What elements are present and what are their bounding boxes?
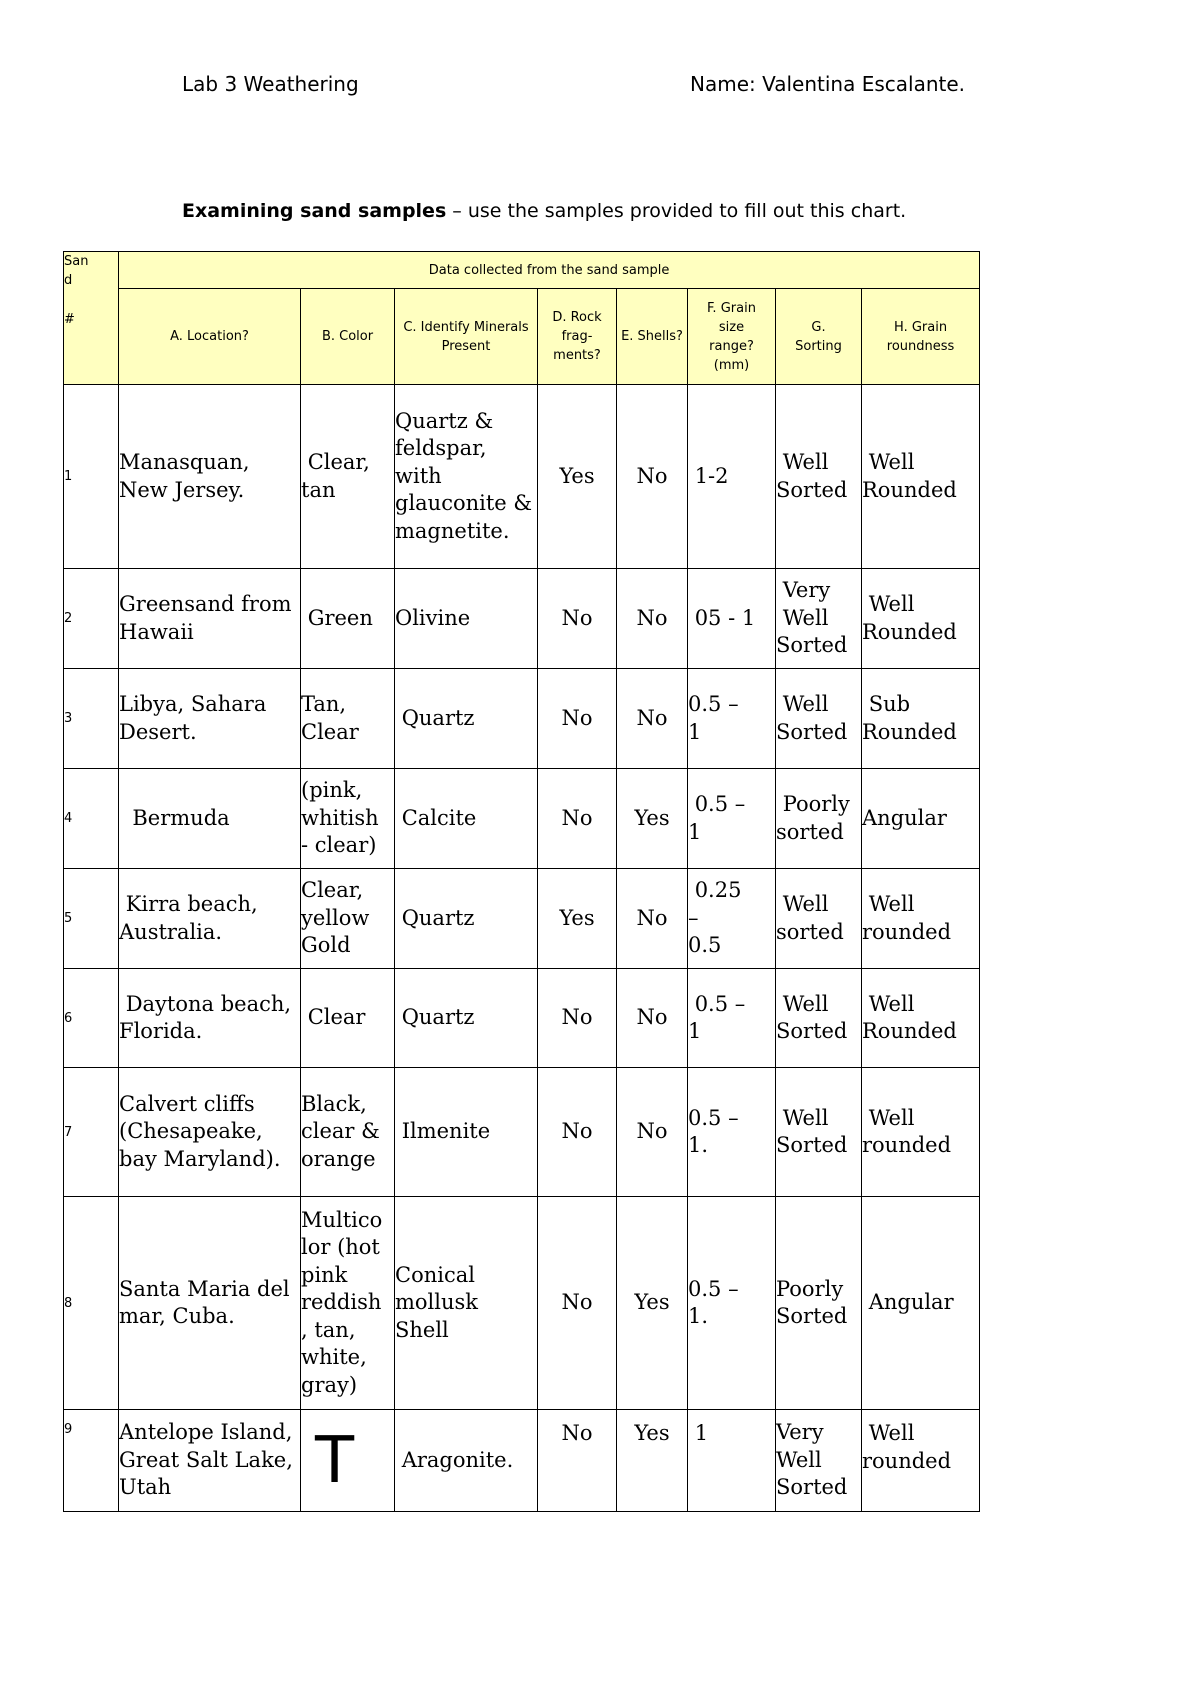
sand-number-header-line: d xyxy=(64,273,73,288)
cell-color: Black, clear & orange xyxy=(301,1068,395,1197)
cell-grain-size: 0.25 – 0.5 xyxy=(688,869,776,969)
cell-rock-fragments: No xyxy=(538,1410,617,1512)
cell-location: Kirra beach, Australia. xyxy=(119,869,301,969)
col-header-sorting: G. Sorting xyxy=(776,289,862,385)
cell-shells: No xyxy=(617,969,688,1068)
cell-color: Multico lor (hot pink reddish , tan, white, gray) xyxy=(301,1197,395,1410)
table-row xyxy=(64,1410,980,1512)
cell-roundness: Well Rounded xyxy=(862,569,980,669)
cell-color xyxy=(301,1410,395,1512)
cell-color-glyph: T xyxy=(315,1423,355,1498)
col-header-shells: E. Shells? xyxy=(617,289,688,385)
cell-grain-size: 0.5 – 1 xyxy=(688,969,776,1068)
cell-roundness: Well rounded xyxy=(862,1068,980,1197)
instructions-text: – use the samples provided to fill out this chart. xyxy=(446,200,907,222)
table-row xyxy=(64,769,980,869)
cell-roundness: Sub Rounded xyxy=(862,669,980,769)
col-header-roundness: H. Grain roundness xyxy=(862,289,980,385)
cell-rock-fragments: No xyxy=(538,669,617,769)
cell-shells: No xyxy=(617,569,688,669)
cell-minerals: Conical mollusk Shell xyxy=(395,1197,538,1410)
cell-shells: Yes xyxy=(617,769,688,869)
cell-minerals: Olivine xyxy=(395,569,538,669)
group-header: Data collected from the sand sample xyxy=(119,252,980,289)
cell-minerals: Quartz xyxy=(395,869,538,969)
cell-rock-fragments: No xyxy=(538,1068,617,1197)
cell-roundness: Well Rounded xyxy=(862,385,980,569)
sand-number-header xyxy=(64,252,119,385)
cell-sorting: Very Well Sorted xyxy=(776,569,862,669)
cell-location: Greensand from Hawaii xyxy=(119,569,301,669)
cell-shells: No xyxy=(617,669,688,769)
cell-location: Santa Maria del mar, Cuba. xyxy=(119,1197,301,1410)
row-number: 5 xyxy=(64,869,119,969)
cell-rock-fragments: No xyxy=(538,1197,617,1410)
cell-roundness: Angular xyxy=(862,769,980,869)
cell-minerals: Aragonite. xyxy=(395,1410,538,1512)
cell-rock-fragments: No xyxy=(538,969,617,1068)
cell-rock-fragments: No xyxy=(538,769,617,869)
cell-sorting: Well Sorted xyxy=(776,669,862,769)
sand-number-header-line: # xyxy=(64,312,75,327)
cell-rock-fragments: Yes xyxy=(538,385,617,569)
cell-roundness: Angular xyxy=(862,1197,980,1410)
sand-number-header-line: San xyxy=(64,254,89,269)
cell-color: Clear, yellow Gold xyxy=(301,869,395,969)
cell-sorting: Poorly sorted xyxy=(776,769,862,869)
cell-location: Daytona beach, Florida. xyxy=(119,969,301,1068)
cell-sorting: Very Well Sorted xyxy=(776,1410,862,1512)
cell-location: Calvert cliffs (Chesapeake, bay Maryland). xyxy=(119,1068,301,1197)
row-number: 2 xyxy=(64,569,119,669)
row-number: 9 xyxy=(64,1410,119,1512)
cell-color: Clear, tan xyxy=(301,385,395,569)
table-row xyxy=(64,385,980,569)
cell-grain-size: 1-2 xyxy=(688,385,776,569)
col-header-minerals: C. Identify Minerals Present xyxy=(395,289,538,385)
cell-sorting: Well Sorted xyxy=(776,1068,862,1197)
row-number: 3 xyxy=(64,669,119,769)
cell-grain-size: 1 xyxy=(688,1410,776,1512)
cell-minerals: Quartz xyxy=(395,969,538,1068)
table-row xyxy=(64,569,980,669)
table-row xyxy=(64,1068,980,1197)
student-name: Name: Valentina Escalante. xyxy=(690,72,966,96)
cell-minerals: Quartz xyxy=(395,669,538,769)
cell-minerals: Calcite xyxy=(395,769,538,869)
cell-rock-fragments: No xyxy=(538,569,617,669)
row-number: 7 xyxy=(64,1068,119,1197)
cell-color: Clear xyxy=(301,969,395,1068)
row-number: 1 xyxy=(64,385,119,569)
cell-location: Libya, Sahara Desert. xyxy=(119,669,301,769)
cell-grain-size: 0.5 – 1 xyxy=(688,769,776,869)
cell-location: Manasquan, New Jersey. xyxy=(119,385,301,569)
cell-grain-size: 0.5 – 1. xyxy=(688,1197,776,1410)
cell-roundness: Well Rounded xyxy=(862,969,980,1068)
cell-color: (pink, whitish - clear) xyxy=(301,769,395,869)
col-header-grain-size: F. Grain size range? (mm) xyxy=(688,289,776,385)
cell-sorting: Well Sorted xyxy=(776,969,862,1068)
cell-shells: No xyxy=(617,385,688,569)
cell-roundness: Well rounded xyxy=(862,1410,980,1512)
row-number: 6 xyxy=(64,969,119,1068)
table-row xyxy=(64,969,980,1068)
sand-samples-table xyxy=(63,251,980,1512)
col-header-rock-fragments: D. Rock frag-ments? xyxy=(538,289,617,385)
cell-grain-size: 0.5 – 1. xyxy=(688,1068,776,1197)
cell-sorting: Well sorted xyxy=(776,869,862,969)
cell-location: Antelope Island, Great Salt Lake, Utah xyxy=(119,1410,301,1512)
instructions xyxy=(182,200,906,222)
cell-minerals: Quartz & feldspar, with glauconite & magnetite. xyxy=(395,385,538,569)
cell-sorting: Poorly Sorted xyxy=(776,1197,862,1410)
cell-rock-fragments: Yes xyxy=(538,869,617,969)
cell-grain-size: 0.5 – 1 xyxy=(688,669,776,769)
cell-roundness: Well rounded xyxy=(862,869,980,969)
cell-shells: Yes xyxy=(617,1410,688,1512)
table-row xyxy=(64,669,980,769)
col-header-location: A. Location? xyxy=(119,289,301,385)
table-row xyxy=(64,1197,980,1410)
cell-minerals: Ilmenite xyxy=(395,1068,538,1197)
cell-shells: No xyxy=(617,1068,688,1197)
cell-shells: Yes xyxy=(617,1197,688,1410)
table-row xyxy=(64,869,980,969)
row-number: 4 xyxy=(64,769,119,869)
lab-title: Lab 3 Weathering xyxy=(182,72,359,96)
cell-grain-size: 05 - 1 xyxy=(688,569,776,669)
cell-color: Green xyxy=(301,569,395,669)
col-header-color: B. Color xyxy=(301,289,395,385)
cell-shells: No xyxy=(617,869,688,969)
row-number: 8 xyxy=(64,1197,119,1410)
cell-color: Tan, Clear xyxy=(301,669,395,769)
cell-sorting: Well Sorted xyxy=(776,385,862,569)
instructions-bold: Examining sand samples xyxy=(182,200,447,222)
cell-location: Bermuda xyxy=(119,769,301,869)
